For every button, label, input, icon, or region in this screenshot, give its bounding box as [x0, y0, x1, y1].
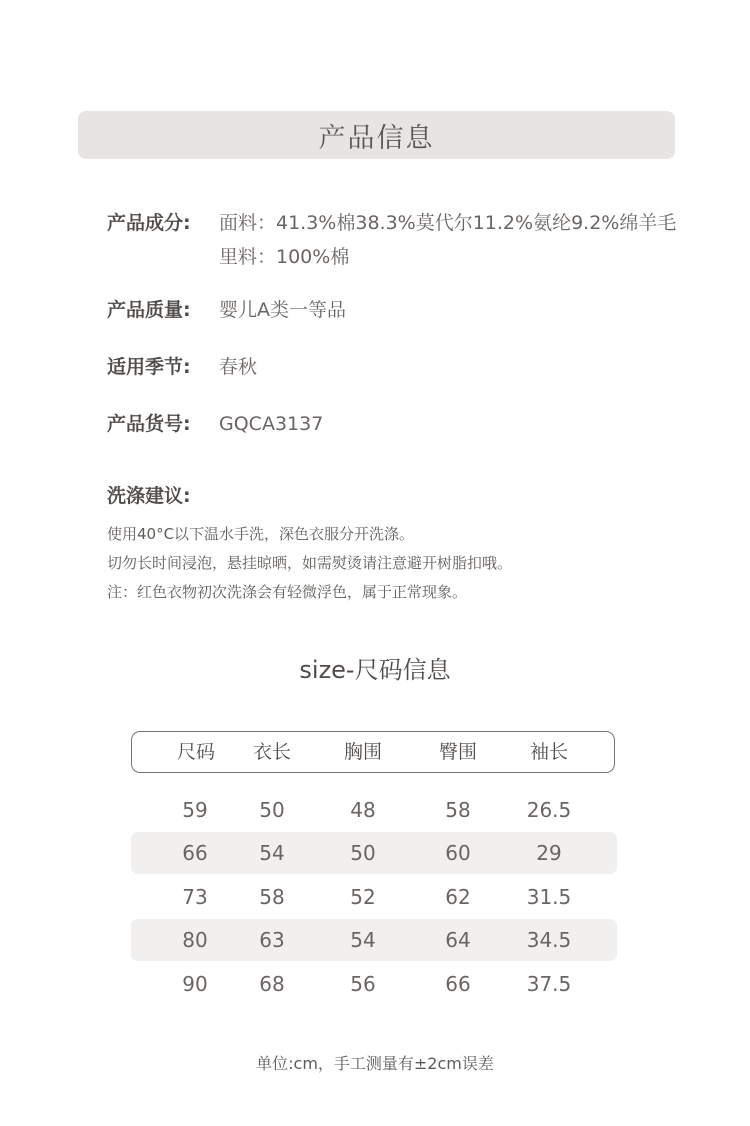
table-cell: 63 — [259, 928, 285, 952]
table-cell: 60 — [445, 841, 471, 865]
table-cell: 37.5 — [526, 972, 572, 996]
banner-title: 产品信息 — [318, 122, 435, 154]
table-row — [131, 963, 617, 1005]
table-cell: 59 — [182, 798, 208, 822]
table-cell: 90 — [182, 972, 208, 996]
header-cell-sleeve: 袖长 — [529, 741, 568, 763]
table-cell: 64 — [445, 928, 471, 952]
table-cell: 68 — [259, 972, 285, 996]
table-cell: 54 — [350, 928, 376, 952]
washing-line: 注：红色衣物初次洗涤会有轻微浮色，属于正常现象。 — [107, 583, 468, 601]
info-label: 产品成分: — [107, 212, 191, 234]
header-cell-size: 尺码 — [176, 741, 215, 763]
washing-title: 洗涤建议: — [107, 485, 191, 507]
product-info-banner — [78, 111, 675, 159]
info-row-item-number — [107, 407, 323, 441]
table-cell: 58 — [259, 885, 285, 909]
header-cell-chest: 胸围 — [343, 741, 382, 763]
table-cell: 58 — [445, 798, 471, 822]
info-label: 适用季节: — [107, 356, 191, 378]
info-label: 产品货号: — [107, 413, 191, 435]
table-row — [131, 876, 617, 918]
size-table-header — [131, 731, 615, 773]
info-row-quality — [107, 293, 346, 327]
table-cell: 62 — [445, 885, 471, 909]
info-value: 里料：100%棉 — [219, 246, 350, 268]
info-row-composition — [107, 206, 676, 274]
table-cell: 50 — [350, 841, 376, 865]
table-cell: 26.5 — [526, 798, 572, 822]
table-row — [131, 919, 617, 961]
table-cell: 34.5 — [526, 928, 572, 952]
header-cell-hip: 臀围 — [438, 741, 477, 763]
table-cell: 50 — [259, 798, 285, 822]
table-cell: 56 — [350, 972, 376, 996]
table-cell: 66 — [182, 841, 208, 865]
info-value: 春秋 — [219, 356, 258, 378]
table-cell: 80 — [182, 928, 208, 952]
table-cell: 73 — [182, 885, 208, 909]
table-row — [131, 832, 617, 874]
info-label: 产品质量: — [107, 299, 191, 321]
info-row-season — [107, 350, 257, 384]
info-value: 面料：41.3%棉38.3%莫代尔11.2%氨纶9.2%绵羊毛 — [219, 212, 677, 234]
info-value: GQCA3137 — [219, 413, 324, 435]
table-cell: 66 — [445, 972, 471, 996]
table-cell: 48 — [350, 798, 376, 822]
table-row — [131, 789, 617, 831]
header-cell-length: 衣长 — [252, 741, 291, 763]
table-cell: 52 — [350, 885, 376, 909]
washing-line: 使用40°C以下温水手洗，深色衣服分开洗涤。 — [107, 525, 415, 543]
info-value: 婴儿A类一等品 — [219, 299, 346, 321]
table-cell: 29 — [536, 841, 562, 865]
size-table-title: size-尺码信息 — [299, 656, 451, 684]
size-table-footnote: 单位:cm，手工测量有±2cm误差 — [256, 1054, 494, 1073]
washing-line: 切勿长时间浸泡，悬挂晾晒，如需熨烫请注意避开树脂扣哦。 — [107, 554, 513, 572]
table-cell: 54 — [259, 841, 285, 865]
table-cell: 31.5 — [526, 885, 572, 909]
